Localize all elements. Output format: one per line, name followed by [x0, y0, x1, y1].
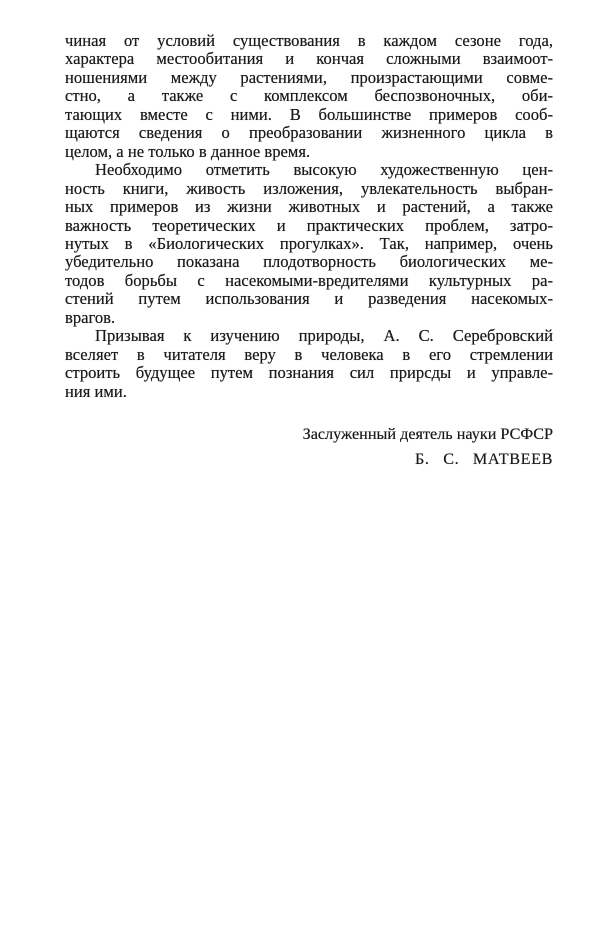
signature-name: Б. С. МАТВЕЕВ — [415, 450, 553, 468]
signature-title: Заслуженный деятель науки РСФСР — [302, 425, 553, 443]
text-line: тодов борьбы с насекомыми-вредителями культурных ра- — [65, 270, 553, 290]
text-line: стно, а также с комплексом беспозвоночных, оби- — [65, 86, 553, 106]
text-line: ных примеров из жизни животных и растений, а также — [65, 197, 553, 217]
text-line: Призывая к изучению природы, А. С. Серебровский — [95, 326, 553, 346]
text-line: ния ими. — [65, 381, 127, 401]
signature-block — [65, 424, 553, 470]
text-line: щаются сведения о преобразовании жизненного цикла в — [65, 123, 553, 143]
text-line: нутых в «Биологических прогулках». Так, например, очень — [65, 233, 553, 253]
text-line: врагов. — [65, 307, 116, 327]
text-line: строить будущее путем познания сил прирсды и управле- — [65, 363, 553, 383]
text-line: характера местообитания и кончая сложными взаимоот- — [65, 49, 553, 69]
text-line: чиная от условий существования в каждом сезоне года, — [65, 31, 553, 50]
text-line: важность теоретических и практических проблем, затро- — [65, 215, 553, 235]
text-line: ношениями между растениями, произрастающими совме- — [65, 67, 553, 87]
text-line: целом, а не только в данное время. — [65, 141, 311, 161]
text-line: убедительно показана плодотворность биологических ме- — [65, 252, 553, 272]
text-line: ность книги, живость изложения, увлекательность выбран- — [65, 178, 553, 198]
text-line: стений путем использования и разведения насекомых- — [65, 289, 553, 309]
page-text-block — [65, 32, 553, 401]
text-line: Необходимо отметить высокую художественную цен- — [95, 160, 553, 180]
text-line: вселяет в читателя веру в человека в его стремлении — [65, 344, 553, 364]
text-line: тающих вместе с ними. В большинстве примеров сооб- — [65, 104, 553, 124]
